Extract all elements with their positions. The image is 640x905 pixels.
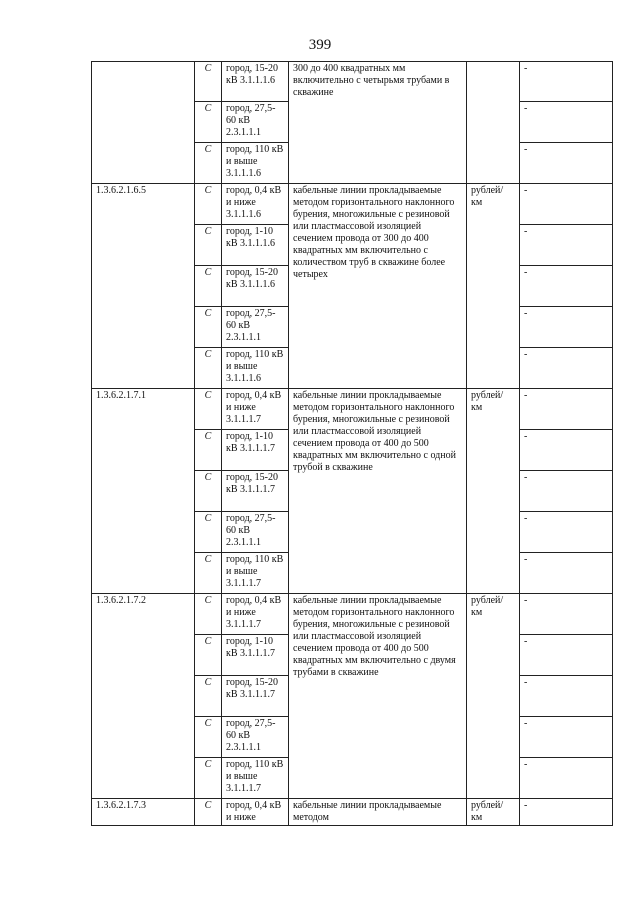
category-cell: C <box>195 430 222 471</box>
value-cell: - <box>520 225 613 266</box>
category-cell: C <box>195 225 222 266</box>
category-cell: C <box>195 799 222 826</box>
territory-voltage-cell: город, 0,4 кВ и ниже 3.1.1.1.7 <box>222 389 289 430</box>
row-unit: рублей/ км <box>467 184 520 389</box>
value-cell: - <box>520 389 613 430</box>
value-cell: - <box>520 799 613 826</box>
row-unit <box>467 62 520 184</box>
territory-voltage-cell: город, 27,5-60 кВ 2.3.1.1.1 <box>222 717 289 758</box>
territory-voltage-cell: город, 15-20 кВ 3.1.1.1.7 <box>222 471 289 512</box>
table-row <box>92 594 613 635</box>
category-cell: C <box>195 553 222 594</box>
table-row <box>92 799 613 826</box>
table-row <box>92 184 613 225</box>
category-cell: C <box>195 184 222 225</box>
territory-voltage-cell: город, 110 кВ и выше 3.1.1.1.7 <box>222 758 289 799</box>
row-code: 1.3.6.2.1.7.2 <box>92 594 195 799</box>
row-code: 1.3.6.2.1.7.1 <box>92 389 195 594</box>
category-cell: C <box>195 102 222 143</box>
territory-voltage-cell: город, 1-10 кВ 3.1.1.1.6 <box>222 225 289 266</box>
tariff-table <box>91 61 613 826</box>
territory-voltage-cell: город, 0,4 кВ и ниже 3.1.1.1.7 <box>222 594 289 635</box>
row-unit: рублей/ км <box>467 389 520 594</box>
value-cell: - <box>520 143 613 184</box>
row-code: 1.3.6.2.1.6.5 <box>92 184 195 389</box>
value-cell: - <box>520 471 613 512</box>
territory-voltage-cell: город, 15-20 кВ 3.1.1.1.6 <box>222 266 289 307</box>
row-description: кабельные линии прокладываемые методом горизонтального наклонного бурения, многожильные с резиновой или пластмассовой изоляцией сечением провода от 400 до 500 квадратных мм включительно с одной трубой в скважине <box>289 389 467 594</box>
category-cell: C <box>195 594 222 635</box>
territory-voltage-cell: город, 27,5-60 кВ 2.3.1.1.1 <box>222 307 289 348</box>
table-body <box>92 62 613 826</box>
territory-voltage-cell: город, 15-20 кВ 3.1.1.1.6 <box>222 62 289 102</box>
category-cell: C <box>195 143 222 184</box>
row-code <box>92 62 195 184</box>
value-cell: - <box>520 62 613 102</box>
territory-voltage-cell: город, 27,5-60 кВ 2.3.1.1.1 <box>222 512 289 553</box>
category-cell: C <box>195 471 222 512</box>
value-cell: - <box>520 594 613 635</box>
category-cell: C <box>195 717 222 758</box>
value-cell: - <box>520 758 613 799</box>
category-cell: C <box>195 635 222 676</box>
territory-voltage-cell: город, 0,4 кВ и ниже 3.1.1.1.6 <box>222 184 289 225</box>
row-unit: рублей/ км <box>467 594 520 799</box>
category-cell: C <box>195 512 222 553</box>
table-row <box>92 389 613 430</box>
value-cell: - <box>520 266 613 307</box>
row-description: кабельные линии прокладываемые методом <box>289 799 467 826</box>
territory-voltage-cell: город, 27,5-60 кВ 2.3.1.1.1 <box>222 102 289 143</box>
value-cell: - <box>520 553 613 594</box>
value-cell: - <box>520 512 613 553</box>
page-number: 399 <box>308 37 332 53</box>
row-description: 300 до 400 квадратных мм включительно с четырьмя трубами в скважине <box>289 62 467 184</box>
value-cell: - <box>520 676 613 717</box>
value-cell: - <box>520 348 613 389</box>
category-cell: C <box>195 389 222 430</box>
value-cell: - <box>520 102 613 143</box>
category-cell: C <box>195 348 222 389</box>
territory-voltage-cell: город, 110 кВ и выше 3.1.1.1.6 <box>222 348 289 389</box>
row-description: кабельные линии прокладываемые методом горизонтального наклонного бурения, многожильные с резиновой или пластмассовой изоляцией сечением провода от 300 до 400 квадратных мм включительно с количеством труб в скважине более четырех <box>289 184 467 389</box>
value-cell: - <box>520 184 613 225</box>
row-unit: рублей/ км <box>467 799 520 826</box>
table-row <box>92 62 613 102</box>
category-cell: C <box>195 266 222 307</box>
territory-voltage-cell: город, 1-10 кВ 3.1.1.1.7 <box>222 635 289 676</box>
category-cell: C <box>195 758 222 799</box>
territory-voltage-cell: город, 110 кВ и выше 3.1.1.1.6 <box>222 143 289 184</box>
value-cell: - <box>520 307 613 348</box>
territory-voltage-cell: город, 110 кВ и выше 3.1.1.1.7 <box>222 553 289 594</box>
territory-voltage-cell: город, 1-10 кВ 3.1.1.1.7 <box>222 430 289 471</box>
row-code: 1.3.6.2.1.7.3 <box>92 799 195 826</box>
value-cell: - <box>520 430 613 471</box>
value-cell: - <box>520 717 613 758</box>
category-cell: C <box>195 62 222 102</box>
territory-voltage-cell: город, 0,4 кВ и ниже <box>222 799 289 826</box>
territory-voltage-cell: город, 15-20 кВ 3.1.1.1.7 <box>222 676 289 717</box>
row-description: кабельные линии прокладываемые методом горизонтального наклонного бурения, многожильные с резиновой или пластмассовой изоляцией сечением провода от 400 до 500 квадратных мм включительно с двумя трубами в скважине <box>289 594 467 799</box>
category-cell: C <box>195 676 222 717</box>
category-cell: C <box>195 307 222 348</box>
value-cell: - <box>520 635 613 676</box>
